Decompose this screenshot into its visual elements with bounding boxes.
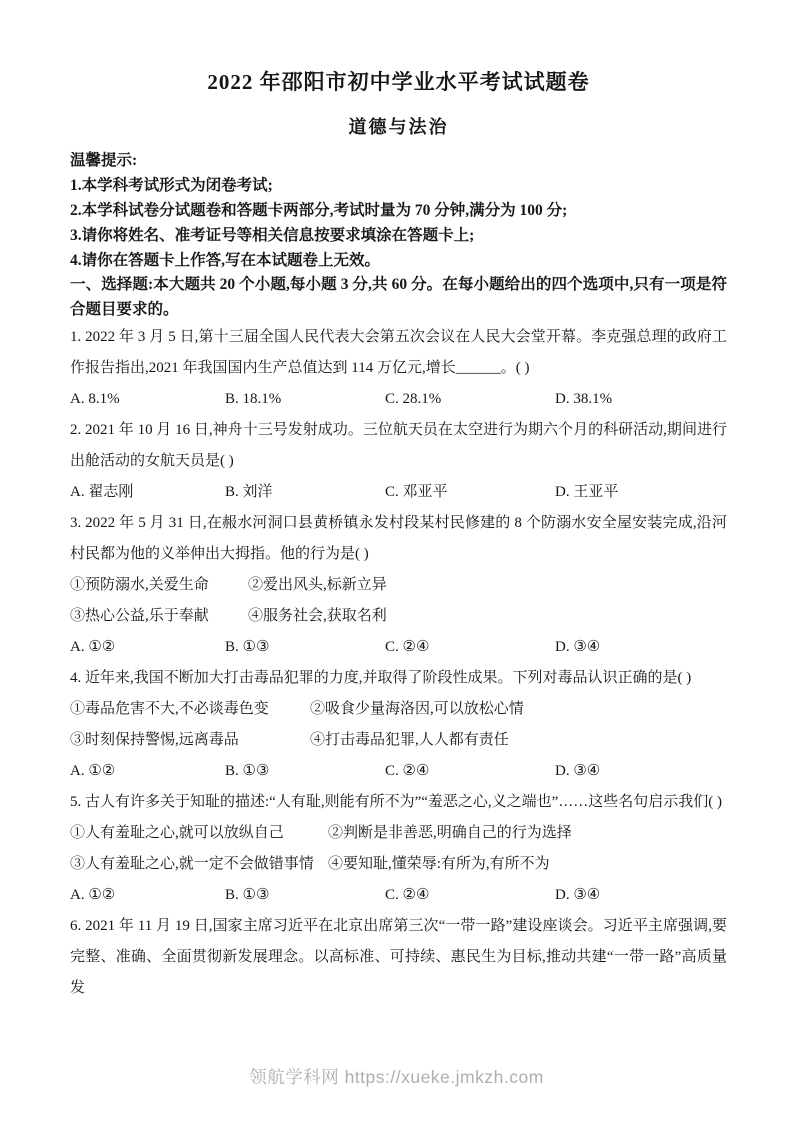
notice-heading: 温馨提示:: [70, 152, 138, 169]
statement-row: [70, 570, 727, 601]
option-row: [70, 632, 727, 663]
notice-item-4: 4.请你在答题卡上作答,写在本试题卷上无效。: [70, 252, 381, 269]
option-d: D. ③④: [555, 763, 601, 779]
statement-row: [70, 601, 727, 632]
question-2: [70, 415, 727, 508]
statement-row: [70, 694, 727, 725]
question-1: [70, 322, 727, 415]
question-stem: 4. 近年来,我国不断加大打击毒品犯罪的力度,并取得了阶段性成果。下列对毒品认识正确的是( ): [70, 670, 692, 686]
statement-2: ②爱出风头,标新立异: [248, 577, 387, 593]
page-content: [0, 70, 793, 1004]
question-3: [70, 508, 727, 663]
statement-1: ①预防溺水,关爱生命: [70, 577, 209, 593]
option-c: C. ②④: [385, 887, 430, 903]
statement-2: ②吸食少量海洛因,可以放松心情: [310, 701, 524, 717]
statement-row: [70, 818, 727, 849]
option-row: [70, 477, 727, 508]
option-d: D. 王亚平: [555, 484, 619, 500]
section-heading: 一、选择题:本大题共 20 个小题,每小题 3 分,共 60 分。在每小题给出的四个选项中,只有一项是符合题目要求的。: [70, 276, 727, 318]
option-b: B. ①③: [225, 887, 270, 903]
option-c: C. 邓亚平: [385, 484, 448, 500]
statement-3: ③人有羞耻之心,就一定不会做错事情: [70, 856, 314, 872]
option-c: C. ②④: [385, 639, 430, 655]
option-b: B. 18.1%: [225, 391, 282, 407]
question-stem: 5. 古人有许多关于知耻的描述:“人有耻,则能有所不为”“羞恶之心,义之端也”……这些名句启示我们( ): [70, 794, 723, 810]
statement-row: [70, 849, 727, 880]
option-row: [70, 384, 727, 415]
option-c: C. 28.1%: [385, 391, 442, 407]
notice-item-3: 3.请你将姓名、准考证号等相关信息按要求填涂在答题卡上;: [70, 227, 475, 244]
option-d: D. ③④: [555, 887, 601, 903]
statement-1: ①人有羞耻之心,就可以放纵自己: [70, 825, 284, 841]
question-6: [70, 911, 727, 1004]
statement-row: [70, 725, 727, 756]
option-row: [70, 756, 727, 787]
watermark: 领航学科网 https://xueke.jmkzh.com: [249, 1067, 544, 1087]
question-stem: 2. 2021 年 10 月 16 日,神舟十三号发射成功。三位航天员在太空进行为期六个月的科研活动,期间进行出舱活动的女航天员是( ): [70, 422, 727, 469]
question-stem: 3. 2022 年 5 月 31 日,在赧水河洞口县黄桥镇永发村段某村民修建的 8 个防溺水安全屋安装完成,沿河村民都为他的义举伸出大拇指。他的行为是( ): [70, 515, 727, 562]
option-b: B. 刘洋: [225, 484, 273, 500]
statement-1: ①毒品危害不大,不必谈毒色变: [70, 701, 269, 717]
option-b: B. ①③: [225, 763, 270, 779]
question-list: [70, 322, 727, 1004]
option-b: B. ①③: [225, 639, 270, 655]
statement-4: ④打击毒品犯罪,人人都有责任: [310, 732, 509, 748]
question-stem: 1. 2022 年 3 月 5 日,第十三届全国人民代表大会第五次会议在人民大会堂开幕。李克强总理的政府工作报告指出,2021 年我国国内生产总值达到 114 万亿元,增长______。( ): [70, 329, 727, 376]
option-d: D. ③④: [555, 639, 601, 655]
option-d: D. 38.1%: [555, 391, 613, 407]
page-title: 2022 年邵阳市初中学业水平考试试题卷: [207, 70, 590, 94]
notice-item-1: 1.本学科考试形式为闭卷考试;: [70, 177, 273, 194]
notice-block: [70, 148, 727, 273]
option-c: C. ②④: [385, 763, 430, 779]
question-4: [70, 663, 727, 787]
statement-2: ②判断是非善恶,明确自己的行为选择: [328, 825, 572, 841]
option-a: A. ①②: [70, 887, 116, 903]
option-a: A. ①②: [70, 639, 116, 655]
option-a: A. ①②: [70, 763, 116, 779]
option-a: A. 翟志刚: [70, 484, 134, 500]
subject-title: 道德与法治: [348, 117, 449, 137]
statement-4: ④要知耻,懂荣辱:有所为,有所不为: [328, 856, 550, 872]
statement-4: ④服务社会,获取名利: [248, 608, 387, 624]
notice-item-2: 2.本学科试卷分试题卷和答题卡两部分,考试时量为 70 分钟,满分为 100 分;: [70, 202, 568, 219]
option-row: [70, 880, 727, 911]
statement-3: ③热心公益,乐于奉献: [70, 608, 209, 624]
question-stem: 6. 2021 年 11 月 19 日,国家主席习近平在北京出席第三次“一带一路”建设座谈会。习近平主席强调,要完整、准确、全面贯彻新发展理念。以高标准、可持续、惠民生为目标,推动共建“一带一路”高质量发: [70, 918, 727, 996]
option-a: A. 8.1%: [70, 391, 120, 407]
question-5: [70, 787, 727, 911]
statement-3: ③时刻保持警惕,远离毒品: [70, 732, 239, 748]
